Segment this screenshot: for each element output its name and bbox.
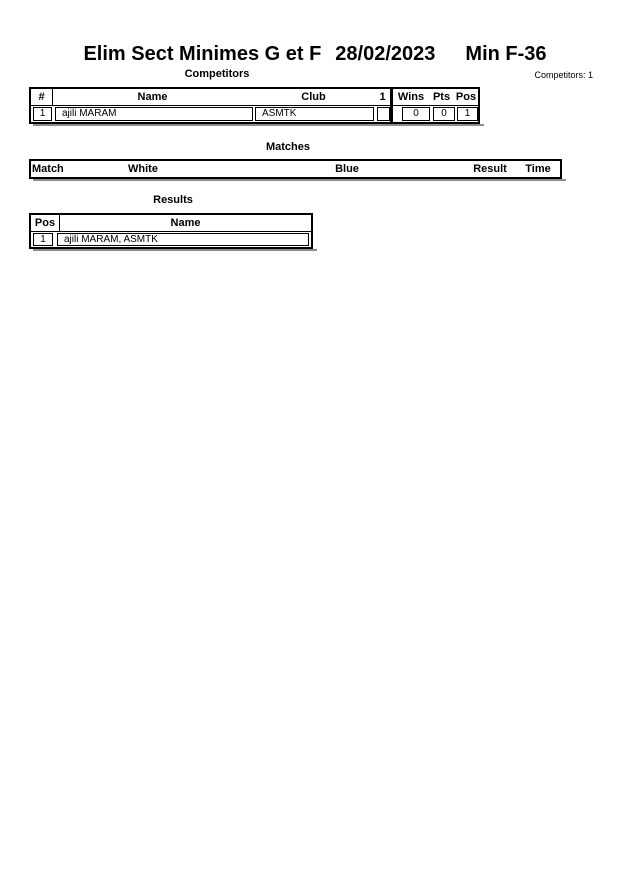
col-header-result-name: Name bbox=[170, 217, 201, 229]
cell-result-name: ajili MARAM, ASMTK bbox=[57, 233, 309, 246]
col-header-wins: Wins bbox=[397, 91, 425, 103]
title-category: Min F-36 bbox=[465, 43, 547, 65]
cell-competitor-pos: 1 bbox=[457, 107, 478, 121]
matches-header-row bbox=[31, 161, 560, 177]
col-header-match: Match bbox=[32, 163, 64, 175]
col-header-white: White bbox=[128, 163, 158, 175]
competitors-header-row bbox=[31, 89, 478, 106]
col-header-time: Time bbox=[525, 163, 551, 175]
results-table-row bbox=[31, 232, 311, 247]
matches-heading: Matches bbox=[265, 141, 311, 153]
col-header-pts: Pts bbox=[432, 91, 451, 103]
cell-competitor-wins: 0 bbox=[402, 107, 430, 121]
col-header-number: # bbox=[31, 89, 53, 105]
competitors-table-row bbox=[31, 106, 478, 122]
cell-result-pos: 1 bbox=[33, 233, 53, 246]
matches-table bbox=[29, 159, 562, 179]
results-header-row bbox=[31, 215, 311, 232]
col-header-result-pos: Pos bbox=[31, 215, 60, 231]
competitors-heading: Competitors bbox=[184, 68, 250, 80]
title-date: 28/02/2023 bbox=[335, 43, 436, 65]
competitors-count-label: Competitors: 1 bbox=[534, 70, 593, 80]
cell-competitor-pts: 0 bbox=[433, 107, 455, 121]
col-header-match1: 1 bbox=[379, 91, 386, 103]
competitors-table bbox=[29, 87, 480, 124]
col-header-pos: Pos bbox=[455, 91, 477, 103]
col-header-result: Result bbox=[473, 163, 507, 175]
col-header-blue: Blue bbox=[335, 163, 359, 175]
cell-competitor-name: ajili MARAM bbox=[55, 107, 253, 121]
page-title bbox=[0, 43, 630, 66]
results-heading: Results bbox=[153, 194, 193, 206]
cell-competitor-match1 bbox=[377, 107, 390, 121]
title-event: Elim Sect Minimes G et F bbox=[83, 43, 322, 65]
col-header-name: Name bbox=[137, 91, 168, 103]
cell-competitor-number: 1 bbox=[33, 107, 52, 121]
cell-competitor-club: ASMTK bbox=[255, 107, 374, 121]
col-header-club: Club bbox=[301, 91, 326, 103]
results-table bbox=[29, 213, 313, 249]
